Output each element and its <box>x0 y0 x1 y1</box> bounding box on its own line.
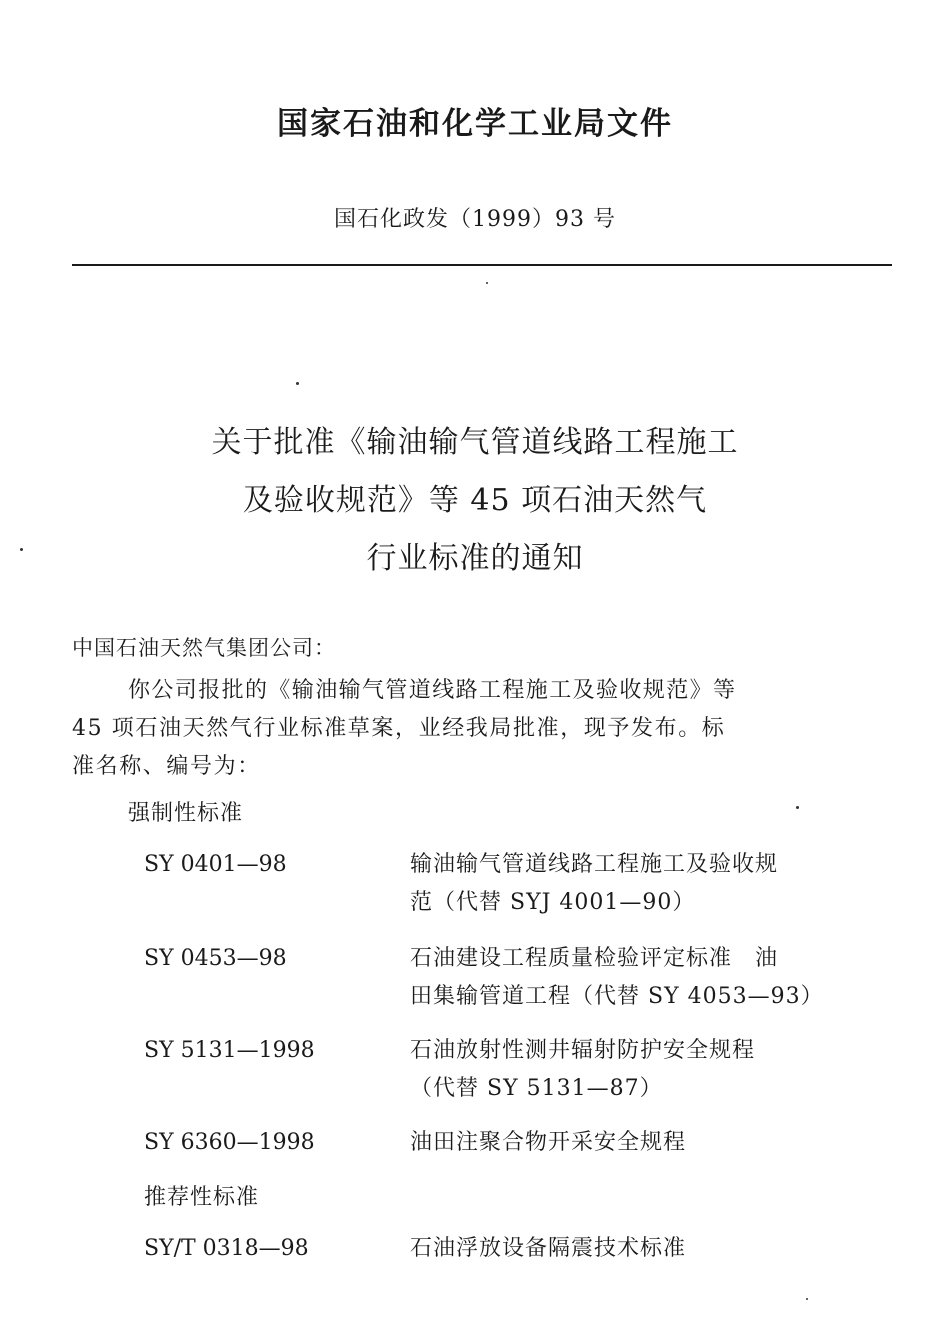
standard-name <box>410 846 882 922</box>
scan-speck <box>806 1298 808 1300</box>
header-divider <box>72 264 892 266</box>
standard-name-line: 石油浮放设备隔震技术标准 <box>410 1236 687 1261</box>
standard-name-line: 输油输气管道线路工程施工及验收规 <box>410 852 779 877</box>
standard-name-line: （代替 SY 5131—87） <box>410 1076 663 1101</box>
standard-name <box>410 940 882 1016</box>
document-number: 国石化政发（1999）93 号 <box>334 207 616 232</box>
scan-speck <box>486 282 488 284</box>
body-line: 你公司报批的《输油输气管道线路工程施工及验收规范》等 <box>128 678 737 703</box>
notice-title-line: 行业标准的通知 <box>366 541 584 576</box>
standard-name <box>410 1230 882 1268</box>
body-line: 准名称、编号为： <box>72 754 261 779</box>
notice-title-line: 关于批准《输油输气管道线路工程施工 <box>211 425 739 460</box>
document-header-title: 国家石油和化学工业局文件 <box>277 106 673 142</box>
addressee: 中国石油天然气集团公司： <box>72 636 336 660</box>
standard-name-line: 田集输管道工程（代替 SY 4053—93） <box>410 984 824 1009</box>
scan-speck <box>296 382 299 385</box>
standard-name-line: 石油建设工程质量检验评定标准 油 <box>410 946 779 971</box>
scan-speck <box>796 806 799 809</box>
standard-code: SY 6360—1998 <box>144 1130 315 1155</box>
body-paragraph <box>72 672 894 786</box>
standard-name-line: 石油放射性测井辐射防护安全规程 <box>410 1038 756 1063</box>
recommended-standards-label: 推荐性标准 <box>144 1185 260 1210</box>
standard-code: SY 5131—1998 <box>144 1038 315 1063</box>
scan-speck <box>20 548 23 551</box>
notice-title <box>0 414 950 588</box>
standard-code: SY 0453—98 <box>144 946 287 971</box>
standard-name-line: 油田注聚合物开采安全规程 <box>410 1130 687 1155</box>
standard-code: SY 0401—98 <box>144 852 287 877</box>
standard-name <box>410 1032 882 1108</box>
standard-name <box>410 1124 882 1162</box>
notice-title-line: 及验收规范》等 45 项石油天然气 <box>242 483 708 518</box>
standard-code: SY/T 0318—98 <box>144 1236 309 1261</box>
mandatory-standards-label: 强制性标准 <box>128 801 244 826</box>
standard-name-line: 范（代替 SYJ 4001—90） <box>410 890 696 915</box>
body-line: 45 项石油天然气行业标准草案，业经我局批准，现予发布。标 <box>72 716 726 741</box>
